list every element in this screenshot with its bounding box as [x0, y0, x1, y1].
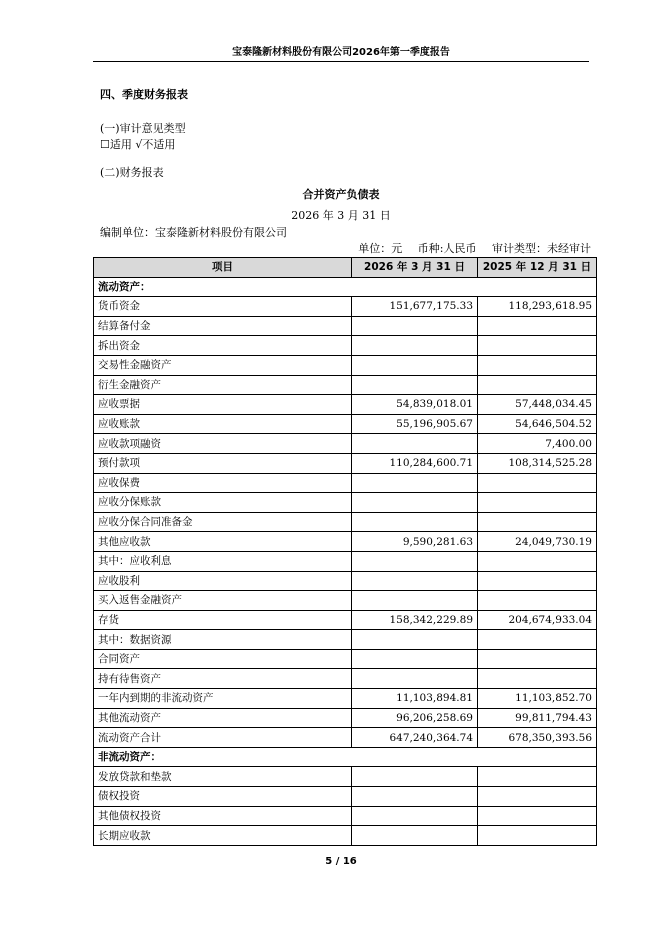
current-value — [352, 473, 478, 493]
current-value — [352, 591, 478, 611]
prior-value — [478, 826, 597, 846]
prior-value: 108,314,525.28 — [478, 453, 597, 473]
row-label: 应收分保账款 — [94, 493, 352, 513]
row-label: 应收分保合同准备金 — [94, 512, 352, 532]
prior-value: 204,674,933.04 — [478, 610, 597, 630]
current-value — [352, 826, 478, 846]
table-row — [94, 787, 597, 807]
prior-value: 57,448,034.45 — [478, 395, 597, 415]
row-label: 债权投资 — [94, 787, 352, 807]
row-label: 其中：应收利息 — [94, 551, 352, 571]
current-value — [352, 767, 478, 787]
table-row — [94, 551, 597, 571]
currency-label: 币种:人民币 — [417, 242, 477, 255]
table-row — [94, 610, 597, 630]
row-label: 衍生金融资产 — [94, 375, 352, 395]
column-header-item: 项目 — [94, 258, 352, 278]
prior-value — [478, 630, 597, 650]
table-row — [94, 316, 597, 336]
row-label: 应收款项融资 — [94, 434, 352, 454]
audit-heading: (一)审计意见类型 — [100, 122, 186, 135]
row-label: 结算备付金 — [94, 316, 352, 336]
row-label: 买入返售金融资产 — [94, 591, 352, 611]
current-value — [352, 551, 478, 571]
table-row — [94, 277, 597, 297]
prior-value: 118,293,618.95 — [478, 297, 597, 317]
table-row — [94, 591, 597, 611]
prior-value: 24,049,730.19 — [478, 532, 597, 552]
prior-value — [478, 316, 597, 336]
table-row — [94, 473, 597, 493]
prior-value: 11,103,852.70 — [478, 689, 597, 709]
table-row — [94, 826, 597, 846]
table-row — [94, 728, 597, 748]
page-number: 5 / 16 — [325, 856, 357, 867]
prior-value — [478, 571, 597, 591]
current-value — [352, 649, 478, 669]
unit-label: 单位：元 — [358, 242, 403, 255]
current-value — [352, 512, 478, 532]
row-label: 合同资产 — [94, 649, 352, 669]
table-row — [94, 571, 597, 591]
current-value — [352, 806, 478, 826]
preparer: 编制单位：宝泰隆新材料股份有限公司 — [100, 226, 287, 239]
current-value — [352, 493, 478, 513]
row-label: 预付款项 — [94, 453, 352, 473]
current-value: 158,342,229.89 — [352, 610, 478, 630]
current-value: 647,240,364.74 — [352, 728, 478, 748]
prior-value — [478, 591, 597, 611]
page-header: 宝泰隆新材料股份有限公司2026年第一季度报告 — [93, 46, 589, 62]
table-row — [94, 493, 597, 513]
current-value — [352, 434, 478, 454]
row-label: 拆出资金 — [94, 336, 352, 356]
section-label: 流动资产： — [94, 277, 597, 297]
row-label: 其他应收款 — [94, 532, 352, 552]
prior-value — [478, 806, 597, 826]
current-value — [352, 787, 478, 807]
table-row — [94, 434, 597, 454]
prior-value — [478, 473, 597, 493]
current-value — [352, 316, 478, 336]
row-label: 应收保费 — [94, 473, 352, 493]
prior-value — [478, 787, 597, 807]
balance-sheet-table — [93, 257, 597, 846]
row-label: 应收票据 — [94, 395, 352, 415]
prior-value — [478, 767, 597, 787]
row-label: 其他债权投资 — [94, 806, 352, 826]
column-header-prior: 2025 年 12 月 31 日 — [478, 258, 597, 278]
table-row — [94, 414, 597, 434]
current-value: 54,839,018.01 — [352, 395, 478, 415]
table-row — [94, 297, 597, 317]
row-label: 货币资金 — [94, 297, 352, 317]
current-value — [352, 571, 478, 591]
row-label: 其他流动资产 — [94, 708, 352, 728]
current-value: 110,284,600.71 — [352, 453, 478, 473]
current-value: 151,677,175.33 — [352, 297, 478, 317]
table-row — [94, 375, 597, 395]
section-title: 四、季度财务报表 — [100, 88, 188, 101]
table-row — [94, 708, 597, 728]
prior-value — [478, 355, 597, 375]
table-row — [94, 453, 597, 473]
statements-heading: (二)财务报表 — [100, 166, 164, 179]
row-label: 长期应收款 — [94, 826, 352, 846]
current-value — [352, 669, 478, 689]
prior-value: 54,646,504.52 — [478, 414, 597, 434]
row-label: 其中：数据资源 — [94, 630, 352, 650]
table-row — [94, 689, 597, 709]
row-label: 存货 — [94, 610, 352, 630]
column-header-current: 2026 年 3 月 31 日 — [352, 258, 478, 278]
prior-value — [478, 669, 597, 689]
table-row — [94, 336, 597, 356]
row-label: 一年内到期的非流动资产 — [94, 689, 352, 709]
current-value — [352, 630, 478, 650]
table-row — [94, 355, 597, 375]
prior-value: 7,400.00 — [478, 434, 597, 454]
current-value: 96,206,258.69 — [352, 708, 478, 728]
current-value — [352, 336, 478, 356]
row-label: 发放贷款和垫款 — [94, 767, 352, 787]
section-label: 非流动资产： — [94, 747, 597, 767]
unit-row — [346, 240, 591, 256]
current-value: 55,196,905.67 — [352, 414, 478, 434]
table-row — [94, 669, 597, 689]
prior-value — [478, 551, 597, 571]
prior-value — [478, 336, 597, 356]
prior-value: 678,350,393.56 — [478, 728, 597, 748]
audit-options: ☐适用 √不适用 — [100, 138, 176, 151]
table-row — [94, 532, 597, 552]
row-label: 交易性金融资产 — [94, 355, 352, 375]
row-label: 持有待售资产 — [94, 669, 352, 689]
audit-type-label: 审计类型：未经审计 — [492, 242, 591, 255]
prior-value — [478, 375, 597, 395]
table-row — [94, 806, 597, 826]
current-value — [352, 375, 478, 395]
current-value: 9,590,281.63 — [352, 532, 478, 552]
table-title: 合并资产负债表 — [302, 188, 380, 201]
prior-value — [478, 512, 597, 532]
row-label: 应收股利 — [94, 571, 352, 591]
row-label: 应收账款 — [94, 414, 352, 434]
table-row — [94, 649, 597, 669]
table-row — [94, 630, 597, 650]
current-value: 11,103,894.81 — [352, 689, 478, 709]
table-row — [94, 512, 597, 532]
table-row — [94, 395, 597, 415]
current-value — [352, 355, 478, 375]
table-row — [94, 747, 597, 767]
prior-value — [478, 649, 597, 669]
prior-value — [478, 493, 597, 513]
table-row — [94, 767, 597, 787]
prior-value: 99,811,794.43 — [478, 708, 597, 728]
table-header-row — [94, 258, 597, 278]
row-label: 流动资产合计 — [94, 728, 352, 748]
report-date: 2026 年 3 月 31 日 — [291, 209, 391, 222]
